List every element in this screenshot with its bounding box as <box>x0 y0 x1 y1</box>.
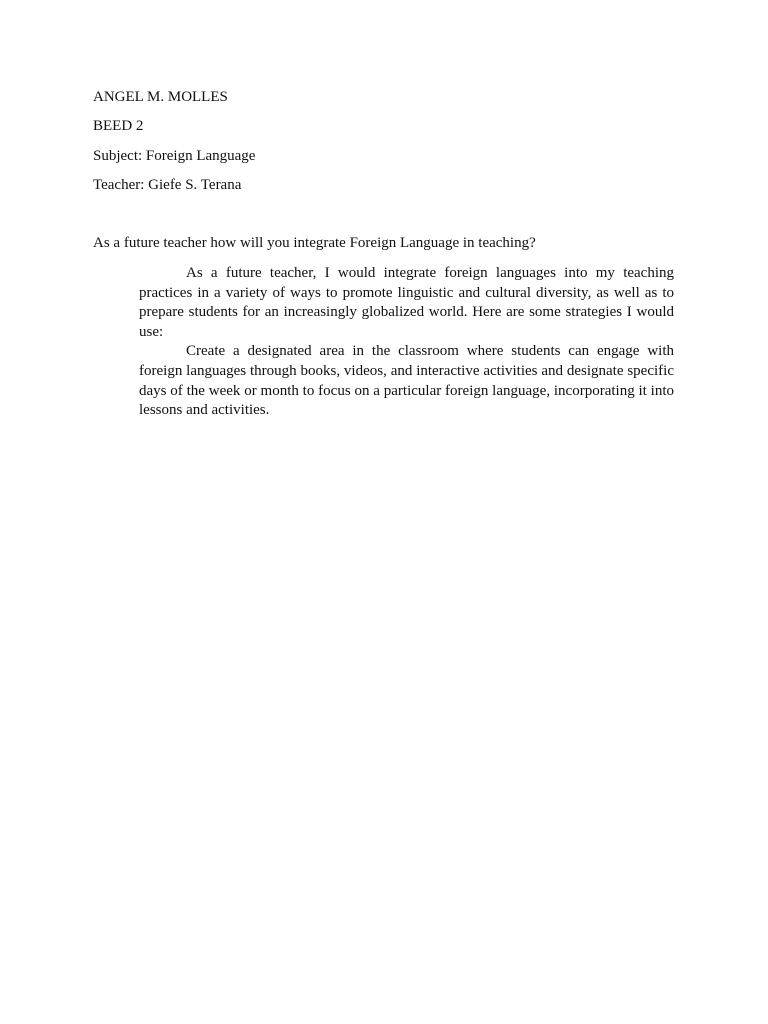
student-course: BEED 2 <box>93 118 144 134</box>
answer-paragraph-strategy: Create a designated area in the classroom where students can engage with foreign languages through books, videos, and interactive activities and designate specific days of the week or month to focus on a particular foreign language, incorporating it into lessons and activities. <box>139 343 674 419</box>
teacher-line: Teacher: Giefe S. Terana <box>93 177 242 193</box>
subject-line: Subject: Foreign Language <box>93 148 256 164</box>
student-name: ANGEL M. MOLLES <box>93 89 228 105</box>
answer-paragraph-intro: As a future teacher, I would integrate foreign languages into my teaching practices in a variety of ways to promote linguistic and cultural diversity, as well as to prepare students for an increasingly globalized world. Here are some strategies I would use: <box>139 265 674 340</box>
question-text: As a future teacher how will you integrate Foreign Language in teaching? <box>93 235 536 251</box>
answer-body <box>139 264 674 421</box>
